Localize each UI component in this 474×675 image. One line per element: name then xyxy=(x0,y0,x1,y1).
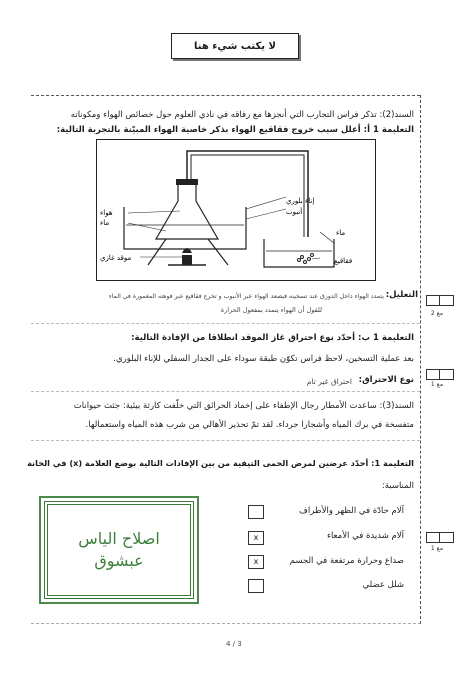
task-1a-text: التعليمة 1 أ: أعلل سبب خروج فقاقيع الهواء بذكر خاصية الهواء المبيّنة بالتجربة التالية: xyxy=(56,125,414,135)
option-3-checkbox[interactable]: x xyxy=(248,555,264,569)
label-glass-vessel: إناء بلوري xyxy=(286,197,315,205)
task-1b-text: التعليمة 1 ب: أحدّد نوع احتراق غاز الموقد انطلاقا من الإفادة التالية: xyxy=(131,333,414,343)
label-gas-burner: موقد غازي xyxy=(100,254,132,262)
support-3-line-2: متفسخة في برك المياه وأشجارا جرداء. لقد تمّ تحذير الأهالي من شرب هذه المياه واستعمالها. xyxy=(85,420,414,430)
option-1-checkbox[interactable] xyxy=(248,505,264,519)
score-box-3 xyxy=(426,532,454,543)
justify-answer-2: للقول أن الهواء يتمدد بمفعول الحرارة xyxy=(220,306,322,314)
label-air: هواء xyxy=(100,209,113,217)
justify-label: التعليل: xyxy=(385,290,418,300)
option-3-text: صداع وحرارة مرتفعة في الجسم xyxy=(289,556,404,566)
page-number: 4 / 3 xyxy=(226,640,242,648)
label-bubbles: فقاقيع xyxy=(334,257,353,265)
separator-2 xyxy=(31,391,420,392)
option-2-text: آلام شديدة في الأمعاء xyxy=(326,531,404,541)
stamp-line-1: اصلاح الياس xyxy=(78,529,160,548)
grader-stamp xyxy=(44,501,194,599)
sheet-top-border xyxy=(31,95,420,96)
separator-3 xyxy=(31,440,420,441)
score-label-1: مع 2 xyxy=(430,310,444,317)
justify-answer-1: يتمدد الهواء داخل الدورق عند تسخينه فيصعد الهواء عبر الأنبوب و تخرج فقاقيع عبر فوهته المغمورة في الماء xyxy=(108,293,384,300)
label-water-right: ماء xyxy=(336,229,346,237)
label-water-left: ماء xyxy=(100,219,110,227)
score-label-3: مع 1 xyxy=(430,545,444,552)
combustion-answer: احتراق غير تام xyxy=(306,377,352,386)
option-2-checkbox[interactable]: x xyxy=(248,531,264,545)
separator-1 xyxy=(31,323,420,324)
support-3-line-1: السند(3): ساعدت الأمطار رجال الإطفاء على إخماد الحرائق التي خلّفت كارثة بيئية: جثث حيوانات xyxy=(73,401,414,411)
score-label-2: مع 1 xyxy=(430,381,444,388)
stamp-line-2: عبشوق xyxy=(94,551,144,570)
no-write-banner: لا يكتب شيء هنا xyxy=(171,33,299,59)
option-4-text: شلل عضلي xyxy=(362,580,404,590)
experiment-diagram xyxy=(96,139,376,281)
label-tube: أنبوب xyxy=(286,208,303,216)
combustion-label: نوع الاحتراق: xyxy=(358,375,414,385)
task-1c-line-2: المناسبة: xyxy=(381,481,414,491)
task-1c-line-1: التعليمة 1: أحدّد عرضين لمرض الحمى التيفية من بين الإفادات التالية بوضع العلامة (x) في الخانة xyxy=(27,458,414,468)
option-1-text: آلام حادّة في الظهر والأطراف xyxy=(299,506,404,516)
score-box-1 xyxy=(426,295,454,306)
info-text: بعد عملية التسخين، لاحظ فراس تكوّن طبقة سوداء على الجدار السفلي للإناء البلوري. xyxy=(113,354,414,364)
support-2-text: السند(2): تذكر فراس التجارب التي أنجزها مع رفاقه في نادي العلوم حول خصائص الهواء ومكوناته xyxy=(70,110,414,120)
option-4-checkbox[interactable] xyxy=(248,579,264,593)
score-box-2 xyxy=(426,369,454,380)
